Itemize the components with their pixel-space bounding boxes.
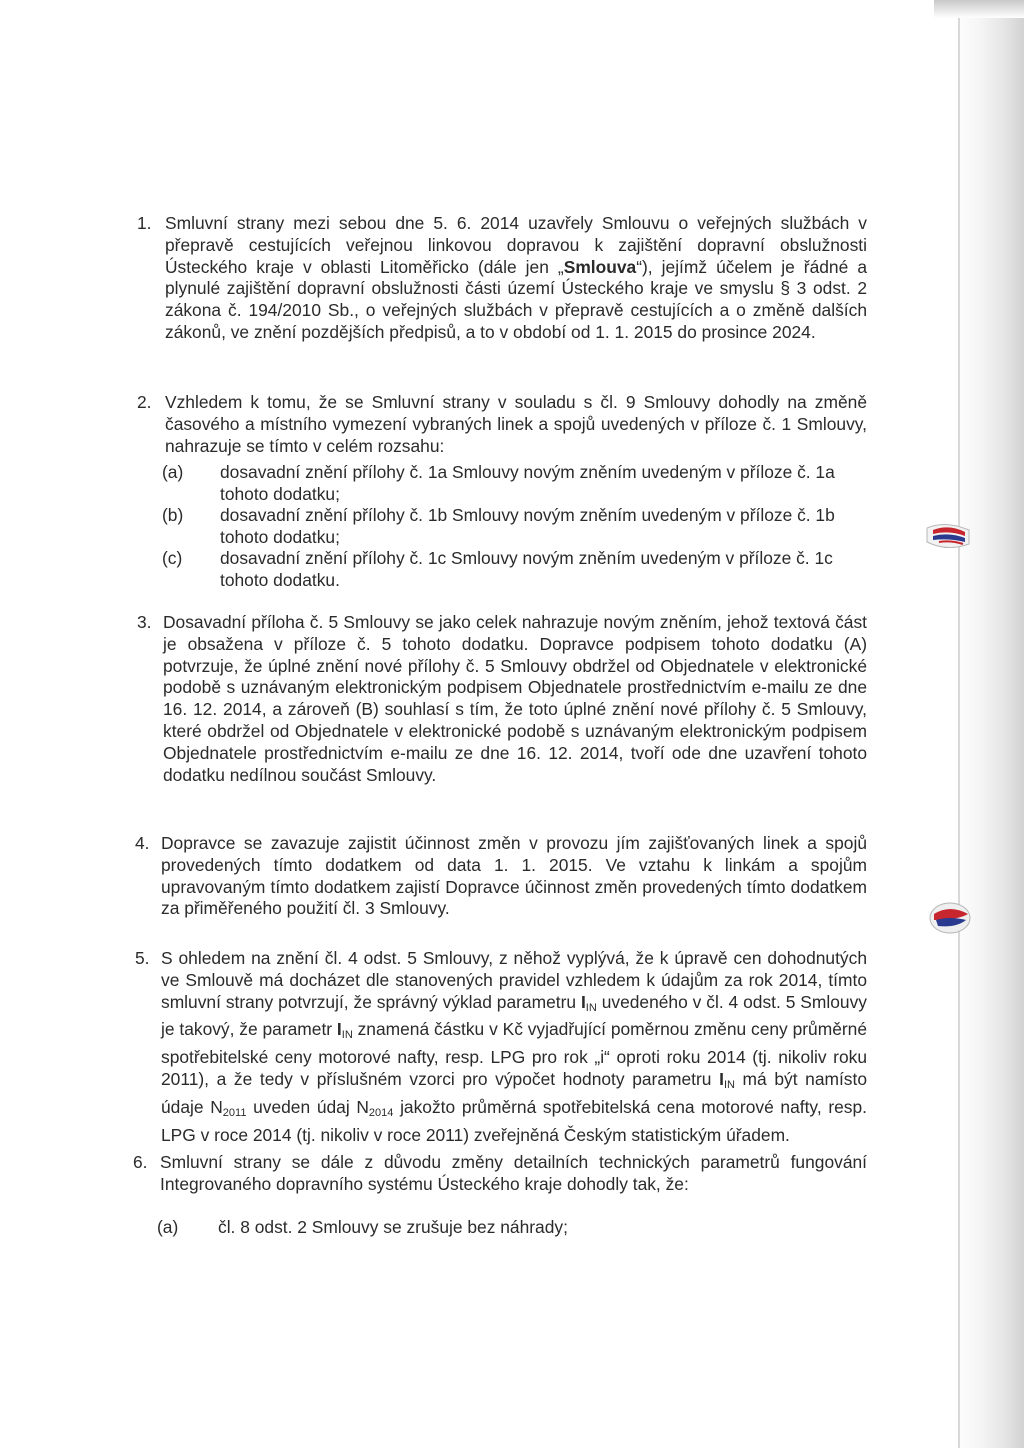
subclause-letter: (b)	[162, 505, 184, 525]
clause-text: Vzhledem k tomu, že se Smluvní strany v souladu s čl. 9 Smlouvy dohodly na změně časového a místního vymezení vybraných linek a spojů uvedených v příloze č. 1 Smlouvy, nahrazuje se tímto v celém rozsahu:	[165, 392, 867, 456]
clause-number: 3.	[137, 612, 152, 632]
clause-number: 5.	[135, 948, 150, 968]
clause-number: 1.	[137, 213, 152, 233]
parameter-symbol: I	[719, 1068, 724, 1089]
clause-number: 6.	[133, 1152, 148, 1172]
clause-3	[137, 612, 867, 786]
clause-number: 2.	[137, 392, 152, 412]
parameter-symbol: I	[580, 991, 586, 1012]
defined-term: Smlouva	[563, 256, 637, 277]
subclause-text: dosavadní znění přílohy č. 1b Smlouvy novým zněním uvedeným v příloze č. 1b tohoto dodatku;	[220, 505, 835, 547]
subclause-text: čl. 8 odst. 2 Smlouvy se zrušuje bez náhrady;	[218, 1217, 568, 1237]
clause-number: 4.	[135, 833, 150, 853]
subclause-letter: (a)	[162, 462, 184, 482]
clause-6	[133, 1152, 867, 1196]
clause-2	[137, 392, 867, 457]
clause-4	[135, 833, 867, 920]
parameter-symbol: I	[336, 1019, 342, 1040]
subclause-letter: (a)	[157, 1217, 179, 1237]
clause-text: Smluvní strany mezi sebou dne 5. 6. 2014 uzavřely Smlouvu o veřejných službách v přepravě cestujících veřejnou linkovou dopravou k zajištění dopravní obslužnosti Ústeckého kraje v oblasti Litoměřicko (dále jen „Smlouva“), jejímž účelem je řádné a plynulé zajištění dopravní obslužnosti části území Ústeckého kraje ve smyslu § 3 odst. 2 zákona č. 194/2010 Sb., o veřejných službách v přepravě cestujících a o změně dalších zákonů, ve znění pozdějších předpisů, a to v období od 1. 1. 2015 do prosince 2024.	[165, 213, 867, 342]
clause-5	[135, 948, 867, 1146]
subclause-letter: (c)	[162, 548, 183, 568]
clause-text: Dopravce se zavazuje zajistit účinnost změn v provozu jím zajišťovaných linek a spojů provedených tímto dodatkem od data 1. 1. 2015. Ve vztahu k linkám a spojům upravovaným tímto dodatkem zajistí Dopravce účinnost změn provedených tímto dodatkem za přiměřeného použití čl. 3 Smlouvy.	[161, 833, 867, 919]
subclause-text: dosavadní znění přílohy č. 1a Smlouvy novým zněním uvedeným v příloze č. 1a tohoto dodatku;	[220, 462, 835, 504]
subclause-text: dosavadní znění přílohy č. 1c Smlouvy novým zněním uvedeným v příloze č. 1c tohoto dodatku.	[220, 548, 833, 590]
clause-text: Dosavadní příloha č. 5 Smlouvy se jako celek nahrazuje novým zněním, jehož textová část je obsažena v příloze č. 5 tohoto dodatku. Dopravce podpisem tohoto dodatku (A) potvrzuje, že úplné znění nové přílohy č. 5 Smlouvy obdržel od Objednatele v elektronické podobě s uznávaným elektronickým podpisem Objednatele prostřednictvím e-mailu ze dne 16. 12. 2014, a zároveň (B) souhlasí s tím, že toto úplné znění nové přílohy č. 5 Smlouvy, které obdržel od Objednatele v elektronické podobě s uznávaným elektronickým podpisem Objednatele prostřednictvím e-mailu ze dne 16. 12. 2014, tvoří ode dne uzavření tohoto dodatku nedílnou součást Smlouvy.	[163, 612, 867, 785]
clause-1	[137, 213, 867, 344]
clause-text: Smluvní strany se dále z důvodu změny detailních technických parametrů fungování Integrovaného dopravního systému Ústeckého kraje dohodly tak, že:	[160, 1152, 867, 1194]
clause-text: S ohledem na znění čl. 4 odst. 5 Smlouvy, z něhož vyplývá, že k úpravě cen dohodnutých ve Smlouvě má docházet dle stanovených pravidel vzhledem k údajům za rok 2014, tímto smluvní strany potvrzují, že správný výklad parametru IIN uvedeného v čl. 4 odst. 5 Smlouvy je takový, že parametr IIN znamená částku v Kč vyjadřující poměrnou změnu ceny průměrné spotřebitelské ceny motorové nafty, resp. LPG pro rok „i“ oproti roku 2014 (tj. nikoliv roku 2011), a že tedy v příslušném vzorci pro výpočet hodnoty parametru IIN má být namísto údaje N2011 uveden údaj N2014 jakožto průměrná spotřebitelská cena motorové nafty, resp. LPG v roce 2014 (tj. nikoliv v roce 2011) zveřejněná Českým statistickým úřadem.	[161, 948, 868, 1145]
